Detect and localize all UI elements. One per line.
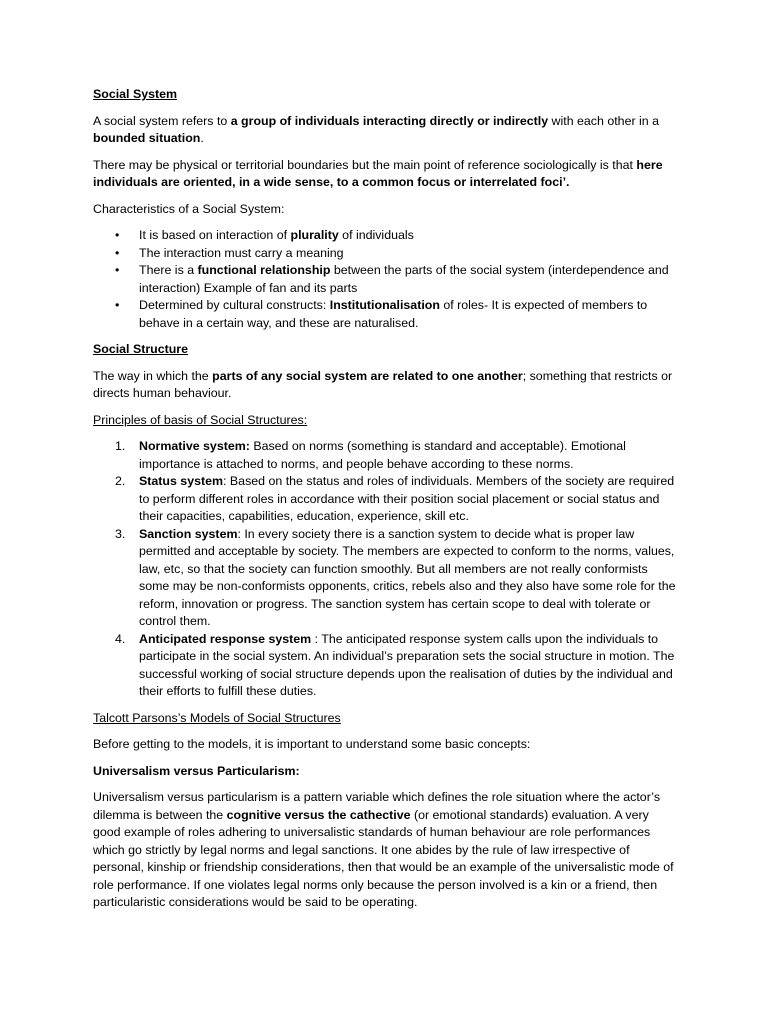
text-run: A social system refers to (93, 113, 231, 128)
list-item (93, 297, 676, 332)
list-number: 3. (115, 526, 126, 541)
bold-run: plurality (290, 228, 339, 242)
boundaries-paragraph (93, 157, 676, 192)
bold-run: cognitive versus the cathective (226, 807, 411, 822)
list-item (93, 245, 676, 263)
text-run: There is a (139, 263, 198, 277)
text-run: : Based on the status and roles of individuals. Members of the society are required to perform different roles in accordance with their position social placement or social status and their capacities, capabilities, education, experience, skill etc. (139, 474, 675, 523)
bold-run: bounded situation (93, 131, 201, 145)
principles-heading: Principles of basis of Social Structures: (93, 412, 308, 427)
text-run: There may be physical or territorial boundaries but the main point of reference sociologically is that (93, 157, 637, 172)
list-number: 1. (115, 439, 126, 453)
parsons-heading: Talcott Parsons’s Models of Social Structures (93, 710, 341, 725)
text-run: ; something that restricts or directs human behaviour. (93, 368, 673, 400)
universalism-paragraph (93, 789, 676, 912)
bold-run: Status system (139, 474, 224, 488)
bold-run: Institutionalisation (329, 298, 440, 312)
bold-run: a group of individuals interacting directly or indirectly (230, 113, 549, 128)
universalism-subheading: Universalism versus Particularism: (93, 763, 300, 778)
bold-run: Anticipated response system (139, 631, 312, 646)
social-system-definition (93, 113, 676, 148)
text-run: : In every society there is a sanction system to decide what is proper law permitted and acceptable by society. The members are expected to conform to the norms, values, law, etc, so that the society can function smoothly. But all members are not really conformists some may be non-conformists opponents, critics, rebels also and they also have some role for the reform, innovation or progress. The sanction system has certain scope to deal with tolerate or control them. (139, 526, 676, 628)
list-item (93, 473, 676, 526)
text-run: Determined by cultural constructs: (139, 298, 330, 312)
text-run: of roles- It is expected of members to behave in a certain way, and these are naturalised. (139, 298, 648, 330)
text-run: of individuals (338, 228, 414, 242)
list-item (93, 438, 676, 473)
bold-run: parts of any social system are related to one another (212, 368, 523, 383)
bold-run: Sanction system (139, 526, 238, 541)
list-item (93, 227, 676, 245)
text-run: between the parts of the social system (interdependence and interaction) Example of fan and its parts (139, 263, 669, 295)
social-structure-definition (93, 368, 676, 403)
characteristics-intro: Characteristics of a Social System: (93, 201, 285, 216)
text-run: with each other in a (548, 113, 660, 128)
bullet-icon: • (115, 298, 120, 312)
bullet-icon: • (115, 228, 120, 242)
text-run: The way in which the (93, 368, 213, 383)
text-run: . (200, 131, 204, 145)
list-item (93, 526, 676, 631)
text-run: : The anticipated response system calls upon the individuals to participate in the social system. An individual’s preparation sets the social structure in motion. The successful working of social structure depends upon the realisation of duties by the individual and their efforts to fulfill these duties. (139, 631, 675, 698)
text-run: Based on norms (something is standard and acceptable). Emotional importance is attached to norms, and people behave according to these norms. (139, 439, 626, 471)
list-number: 4. (115, 631, 126, 646)
principles-list (93, 438, 676, 701)
social-structure-heading: Social Structure (93, 342, 189, 356)
text-run: It is based on interaction of (139, 228, 291, 242)
bullet-icon: • (115, 263, 120, 277)
text-run: (or emotional standards) evaluation. A very good example of roles adhering to universalistic standards of human behaviour are role performances which go strictly by legal norms and legal sanctions. It one abides by the rule of law irrespective of personal, kinship or friendship considerations, then that would be an example of the universalistic mode of role performance. If one violates legal norms only because the person involved is a kin or a friend, then particularistic considerations would be said to be operating. (93, 807, 674, 909)
bullet-icon: • (115, 245, 120, 260)
text-run: The interaction must carry a meaning (139, 245, 344, 260)
text-run: Universalism versus particularism is a pattern variable which defines the role situation where the actor’s dilemma is between the (93, 790, 661, 822)
characteristics-list (93, 227, 676, 332)
bold-run: here individuals are oriented, in a wide sense, to a common focus or interrelated foci’. (93, 157, 663, 189)
list-number: 2. (115, 474, 126, 488)
bold-run: functional relationship (197, 263, 331, 277)
bold-run: Normative system: (139, 439, 250, 453)
list-item (93, 631, 676, 701)
list-item (93, 262, 676, 297)
parsons-intro: Before getting to the models, it is important to understand some basic concepts: (93, 737, 531, 751)
social-system-heading: Social System (93, 87, 178, 101)
